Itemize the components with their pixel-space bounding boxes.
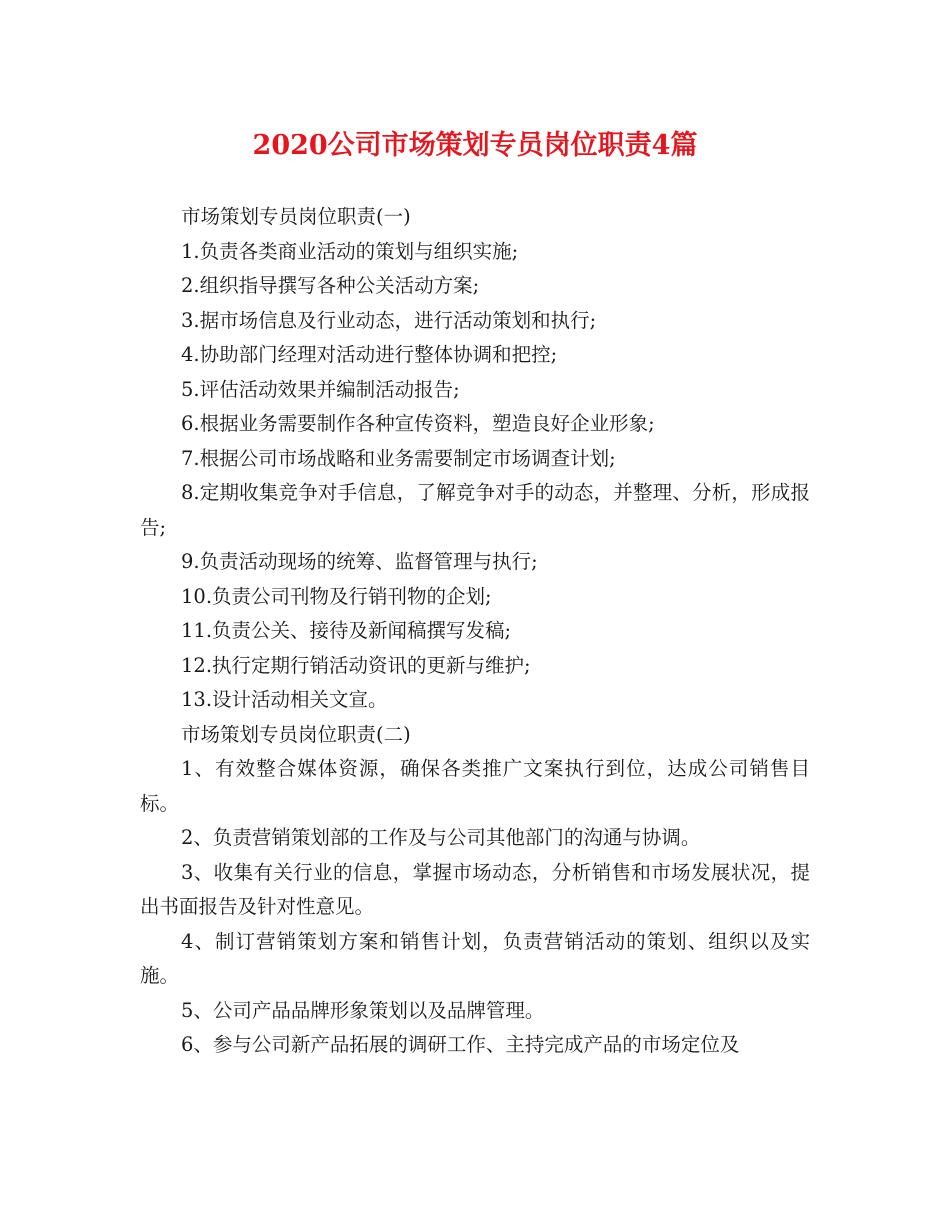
duty-item: 6、参与公司新产品拓展的调研工作、主持完成产品的市场定位及	[181, 1033, 740, 1056]
duty-item: 2.组织指导撰写各种公关活动方案;	[181, 274, 480, 297]
section-heading-1: 市场策划专员岗位职责(一)	[181, 205, 411, 228]
duty-item: 7.根据公司市场战略和业务需要制定市场调查计划;	[181, 446, 616, 470]
duty-item: 5.评估活动效果并编制活动报告;	[181, 377, 460, 401]
duty-item: 4.协助部门经理对活动进行整体协调和把控;	[181, 343, 558, 366]
section-heading-2: 市场策划专员岗位职责(二)	[181, 722, 411, 746]
duty-item: 10.负责公司刊物及行销刊物的企划;	[181, 584, 492, 608]
duty-item: 3.据市场信息及行业动态，进行活动策划和执行;	[181, 308, 597, 332]
duty-item: 9.负责活动现场的统筹、监督管理与执行;	[181, 550, 538, 573]
duty-item: 3、收集有关行业的信息，掌握市场动态，分析销售和市场发展状况，提出书面报告及针对性意见。	[140, 860, 810, 918]
duty-item: 2、负责营销策划部的工作及与公司其他部门的沟通与协调。	[181, 826, 701, 849]
duty-item: 1、有效整合媒体资源，确保各类推广文案执行到位，达成公司销售目标。	[140, 757, 810, 815]
duty-item: 11.负责公关、接待及新闻稿撰写发稿;	[181, 619, 512, 642]
duty-item: 12.执行定期行销活动资讯的更新与维护;	[181, 653, 531, 677]
document-title: 2020公司市场策划专员岗位职责4篇	[252, 130, 698, 161]
document-body	[140, 200, 810, 1063]
duty-item: 13.设计活动相关文宣。	[181, 688, 388, 711]
duty-item: 5、公司产品品牌形象策划以及品牌管理。	[181, 998, 545, 1022]
duty-item: 6.根据业务需要制作各种宣传资料，塑造良好企业形象;	[181, 412, 655, 435]
duty-item: 1.负责各类商业活动的策划与组织实施;	[181, 239, 519, 263]
duty-item: 8.定期收集竞争对手信息，了解竞争对手的动态，并整理、分析，形成报告;	[140, 481, 810, 539]
duty-item: 4、制订营销策划方案和销售计划，负责营销活动的策划、组织以及实施。	[140, 929, 810, 987]
